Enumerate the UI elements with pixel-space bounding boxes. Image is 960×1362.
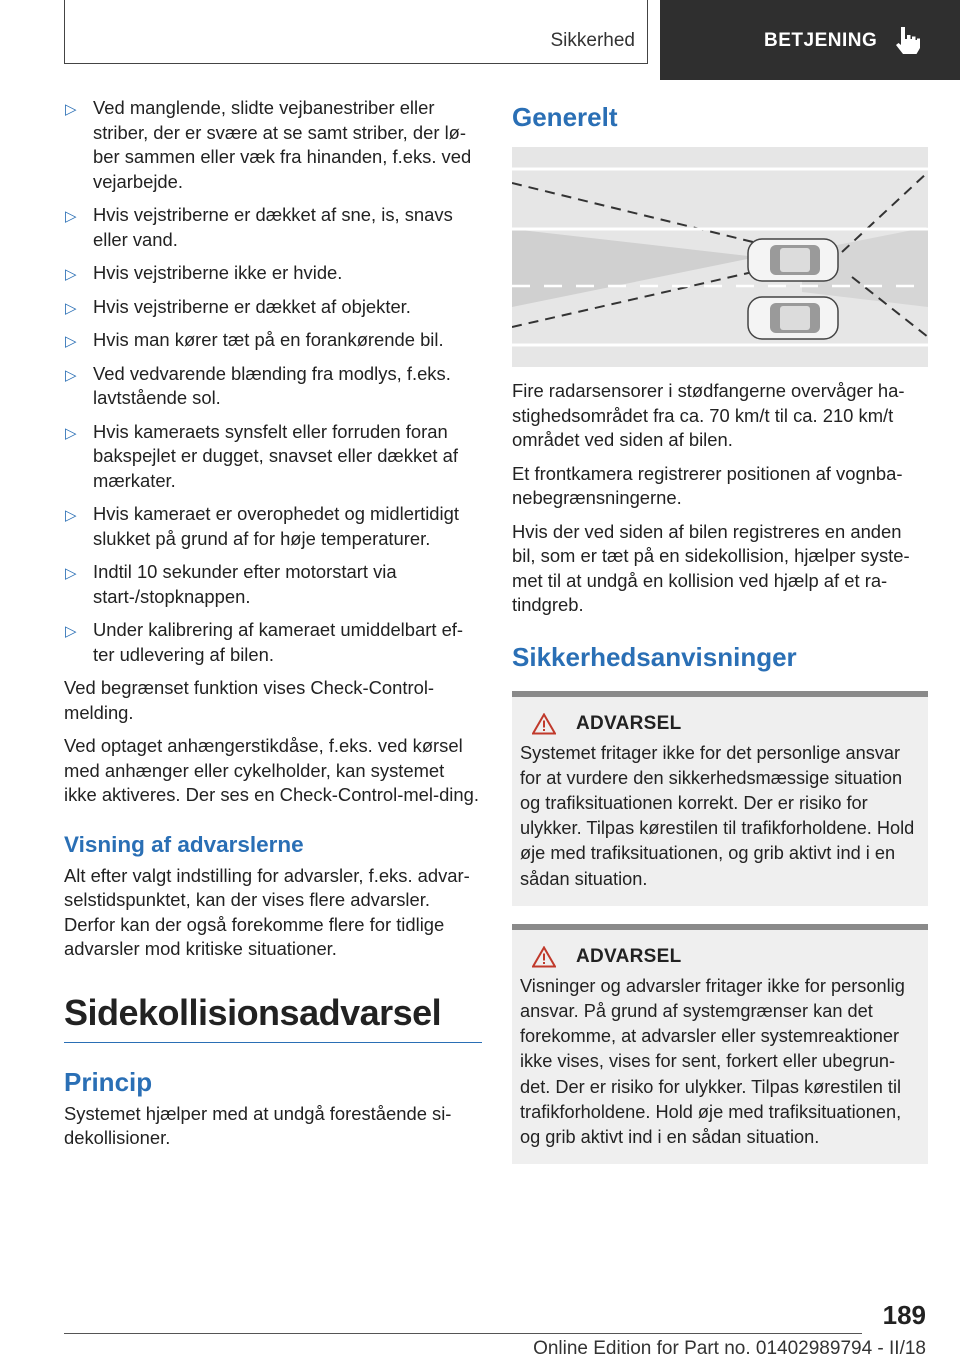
list-item-text: Hvis kameraet er overophedet og midlertidigt slukket på grund af for høje temperaturer. [93, 503, 459, 549]
footer-edition: Online Edition for Part no. 01402989794 - II/18 [533, 1338, 926, 1359]
princip-heading: Princip [64, 1066, 153, 1097]
list-item [64, 203, 482, 252]
princip-paragraph: Systemet hjælper med at undgå forestående si‐dekollisioner. [64, 1102, 452, 1148]
warning-header [532, 946, 920, 968]
list-item-text: Hvis kameraets synsfelt eller forruden foran bakspejlet er dugget, snavset eller dækket af mærkater. [93, 420, 458, 491]
car-lower-icon [748, 297, 838, 339]
triangle-bullet-icon: ▷ [65, 366, 77, 384]
trailer-paragraph: Ved optaget anhængerstikdåse, f.eks. ved kørsel med anhænger eller cykelholder, kan systemet ikke aktiveres. Der ses en Check-Control-mel‐ding. [64, 735, 479, 805]
warning-triangle-icon [532, 713, 556, 735]
list-item [64, 328, 482, 353]
list-item [64, 261, 482, 286]
list-item-text: Ved manglende, slidte vejbanestriber eller striber, der er svære at se samt striber, der lø‐ber sammen eller væk fra hinanden, f.eks. ved vejarbejde. [93, 97, 472, 192]
generelt-heading: Generelt [512, 102, 618, 132]
generelt-paragraph-2: Et frontkamera registrerer positionen af vognba‐nebegrænsningerne. [512, 462, 903, 508]
list-item-text: Hvis vejstriberne ikke er hvide. [93, 262, 343, 283]
triangle-bullet-icon: ▷ [65, 507, 77, 524]
list-item-text: Hvis vejstriberne er dækket af sne, is, snavs eller vand. [93, 204, 453, 250]
triangle-bullet-icon: ▷ [65, 266, 77, 283]
footer-divider [64, 1333, 862, 1334]
list-item-text: Ved vedvarende blænding fra modlys, f.eks. lavtstående sol. [93, 362, 451, 408]
visning-paragraph: Alt efter valgt indstilling for advarsler, f.eks. advar‐selstidspunktet, kan der vises flere advarsler. Derfor kan der også forekomme flere for tidlige advarsler mod kritiske situationer. [64, 864, 470, 959]
list-item-text: Indtil 10 sekunder efter motorstart via start-/stopknappen. [93, 561, 397, 607]
right-column [512, 96, 928, 1164]
list-item [64, 502, 482, 551]
visning-heading: Visning af advarslerne [64, 831, 304, 857]
header-chapter-tab [660, 0, 960, 80]
warning-text: Visninger og advarsler fritager ikke for personlig ansvar. På grund af systemgrænser kan det forekomme, at advarsler eller systemreaktioner ikke vises, vises for sent, forkert eller ubegrun‐det. Der er risiko for ulykker. Tilpas kørestilen til trafikforholdene. Hold øje med trafiksituationen, og grib aktivt ind i en sådan situation. [520, 975, 905, 1147]
list-item [64, 295, 482, 320]
section-heading: Sidekollisionsadvarsel [64, 992, 482, 1043]
hand-pointer-icon [892, 24, 922, 56]
list-item [64, 618, 482, 667]
warning-header [532, 713, 920, 735]
page-number: 189 [882, 1300, 926, 1330]
car-upper-icon [748, 239, 838, 281]
triangle-bullet-icon: ▷ [65, 623, 77, 640]
warning-title: ADVARSEL [576, 945, 682, 967]
list-item [64, 96, 482, 194]
list-item-text: Hvis man kører tæt på en forankørende bil. [93, 329, 444, 350]
sikkerhed-heading: Sikkerhedsanvisninger [512, 641, 797, 672]
triangle-bullet-icon: ▷ [65, 333, 77, 350]
warning-box [512, 691, 928, 906]
triangle-bullet-icon: ▷ [65, 424, 77, 442]
warning-box [512, 924, 928, 1164]
triangle-bullet-icon: ▷ [65, 565, 77, 582]
list-item [64, 560, 482, 609]
list-item-text: Hvis vejstriberne er dækket af objekter. [93, 295, 411, 317]
triangle-bullet-icon: ▷ [65, 208, 77, 225]
generelt-paragraph-1: Fire radarsensorer i stødfangerne overvåger ha‐stighedsområdet fra ca. 70 km/t til ca. 210 km/t området ved siden af bilen. [512, 380, 905, 450]
limitations-list [64, 96, 482, 667]
warning-title: ADVARSEL [576, 712, 682, 734]
warning-triangle-icon [532, 946, 556, 968]
list-item-text: Under kalibrering af kameraet umiddelbart ef‐ter udlevering af bilen. [93, 619, 464, 665]
sensor-coverage-illustration [512, 147, 928, 367]
triangle-bullet-icon: ▷ [65, 299, 77, 317]
check-control-paragraph: Ved begrænset funktion vises Check-Control-melding. [64, 677, 435, 723]
triangle-bullet-icon: ▷ [65, 101, 77, 118]
chapter-tab-label: BETJENING [764, 30, 878, 51]
list-item [64, 420, 482, 494]
list-item [64, 362, 482, 411]
header-section-title: Sikkerhed [550, 30, 635, 51]
generelt-paragraph-3: Hvis der ved siden af bilen registreres en anden bil, som er tæt på en sidekollision, hjælper syste‐met til at undgå en kollision ved hjælp af et ra‐tindgreb. [512, 520, 910, 615]
warning-text: Systemet fritager ikke for det personlige ansvar for at vurdere den sikkerhedsmæssige situation og trafiksituationen korrekt. Der er risiko for ulykker. Tilpas kørestilen til trafikforholdene. Hold øje med trafiksituationen, og grib aktivt ind i en sådan situation. [520, 742, 915, 889]
left-column [64, 96, 482, 1160]
